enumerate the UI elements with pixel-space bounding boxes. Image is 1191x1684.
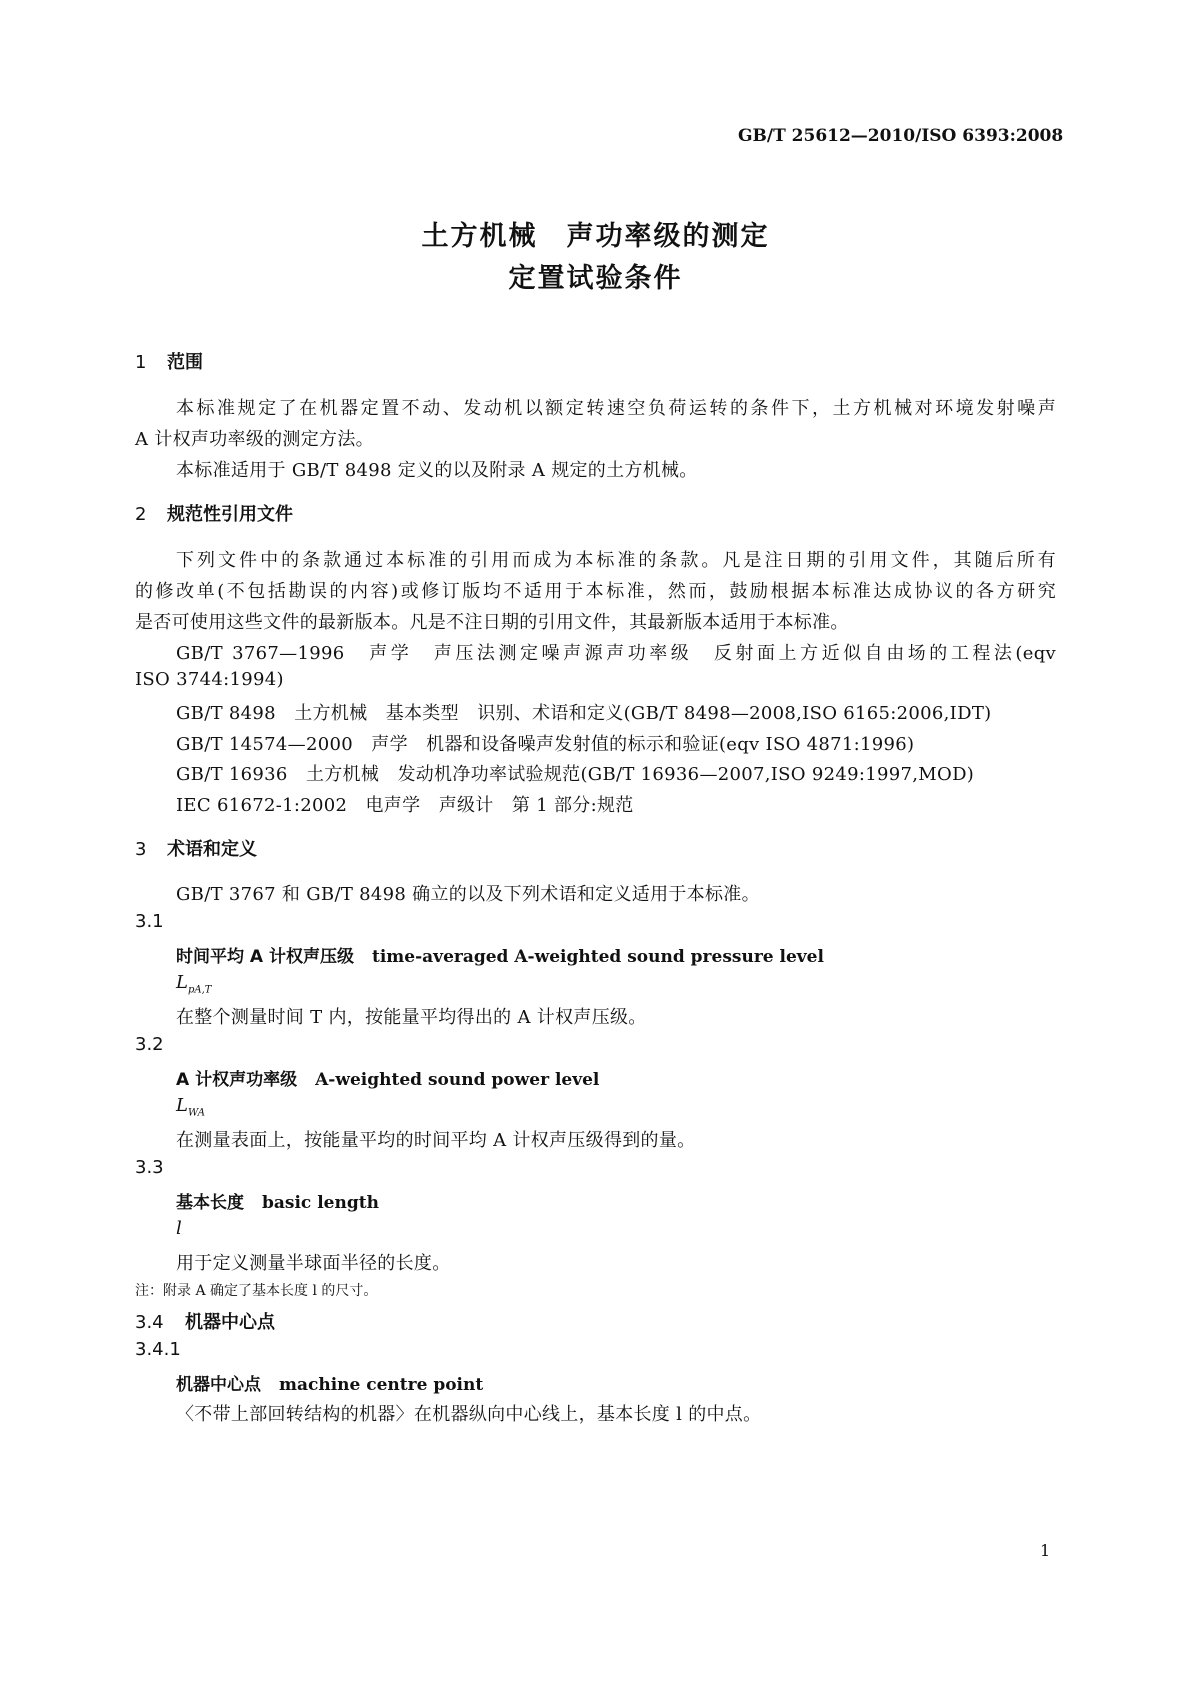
section-2-paragraph-line-1: 下列文件中的条款通过本标准的引用而成为本标准的条款。凡是注日期的引用文件，其随后所有 xyxy=(176,550,1056,571)
term-english: basic length xyxy=(262,1193,379,1213)
term-3-4-1 xyxy=(176,1370,483,1395)
clause-3-2-number: 3.2 xyxy=(135,1034,164,1055)
section-number: 3 xyxy=(135,839,147,860)
term-3-1 xyxy=(176,942,824,967)
section-2-paragraph-line-3: 是否可使用这些文件的最新版本。凡是不注日期的引用文件，其最新版本适用于本标准。 xyxy=(135,612,849,633)
term-chinese: 时间平均 A 计权声压级 xyxy=(176,947,354,967)
reference-gbt14574: GB/T 14574—2000 声学 机器和设备噪声发射值的标示和验证(eqv ISO 4871:1996) xyxy=(176,734,915,755)
term-chinese: 基本长度 xyxy=(176,1193,244,1213)
term-chinese: 机器中心点 xyxy=(176,1375,261,1395)
section-title: 范围 xyxy=(167,352,203,373)
term-chinese: A 计权声功率级 xyxy=(176,1070,298,1090)
section-3-heading xyxy=(135,835,257,861)
section-1-paragraph-2: 本标准适用于 GB/T 8498 定义的以及附录 A 规定的土方机械。 xyxy=(176,460,698,481)
section-3-intro: GB/T 3767 和 GB/T 8498 确立的以及下列术语和定义适用于本标准。 xyxy=(176,884,760,905)
clause-title: 机器中心点 xyxy=(185,1312,275,1333)
clause-3-3-number: 3.3 xyxy=(135,1157,164,1178)
section-title: 规范性引用文件 xyxy=(167,504,293,525)
symbol-subscript: WA xyxy=(187,1107,205,1119)
section-1-paragraph-1-line-1: 本标准规定了在机器定置不动、发动机以额定转速空负荷运转的条件下，土方机械对环境发射噪声 xyxy=(176,398,1056,419)
section-2-heading xyxy=(135,500,293,526)
term-3-3 xyxy=(176,1188,379,1213)
page-number: 1 xyxy=(1040,1541,1051,1560)
section-2-paragraph-line-2: 的修改单(不包括勘误的内容)或修订版均不适用于本标准，然而，鼓励根据本标准达成协议的各方研究 xyxy=(135,581,1056,602)
symbol-subscript: pA,T xyxy=(187,984,212,996)
document-title-line2: 定置试验条件 xyxy=(508,263,683,294)
section-title: 术语和定义 xyxy=(167,839,257,860)
note-3-3: 注：附录 A 确定了基本长度 l 的尺寸。 xyxy=(135,1283,378,1299)
reference-gbt8498: GB/T 8498 土方机械 基本类型 识别、术语和定义(GB/T 8498—2008,ISO 6165:2006,IDT) xyxy=(176,703,992,724)
definition-3-1: 在整个测量时间 T 内，按能量平均得出的 A 计权声压级。 xyxy=(176,1007,647,1028)
definition-3-4-1: 〈不带上部回转结构的机器〉在机器纵向中心线上，基本长度 l 的中点。 xyxy=(176,1404,762,1425)
clause-number: 3.4 xyxy=(135,1312,164,1333)
term-english: A-weighted sound power level xyxy=(315,1070,600,1090)
clause-3-4-1-number: 3.4.1 xyxy=(135,1339,181,1360)
symbol-3-3: l xyxy=(176,1218,182,1239)
section-number: 2 xyxy=(135,504,147,525)
definition-3-3: 用于定义测量半球面半径的长度。 xyxy=(176,1253,451,1274)
reference-gbt3767-line-1: GB/T 3767—1996 声学 声压法测定噪声源声功率级 反射面上方近似自由场的工程法(eqv xyxy=(176,643,1056,664)
symbol-main: L xyxy=(176,972,188,993)
term-3-2 xyxy=(176,1065,599,1090)
definition-3-2: 在测量表面上，按能量平均的时间平均 A 计权声压级得到的量。 xyxy=(176,1130,696,1151)
document-title-line1: 土方机械 声功率级的测定 xyxy=(421,221,770,252)
clause-3-4-heading xyxy=(135,1308,275,1334)
term-english: machine centre point xyxy=(279,1375,484,1395)
symbol-3-2 xyxy=(176,1095,205,1119)
section-1-paragraph-1-line-2: A 计权声功率级的测定方法。 xyxy=(135,429,374,450)
section-1-heading xyxy=(135,348,203,374)
reference-iec61672: IEC 61672-1:2002 电声学 声级计 第 1 部分:规范 xyxy=(176,795,634,816)
section-number: 1 xyxy=(135,352,147,373)
clause-3-1-number: 3.1 xyxy=(135,911,164,932)
standard-number-header: GB/T 25612—2010/ISO 6393:2008 xyxy=(738,126,1064,146)
term-english: time-averaged A-weighted sound pressure level xyxy=(372,947,824,967)
symbol-3-1 xyxy=(176,972,211,996)
reference-gbt16936: GB/T 16936 土方机械 发动机净功率试验规范(GB/T 16936—2007,ISO 9249:1997,MOD) xyxy=(176,764,975,785)
symbol-main: L xyxy=(176,1095,188,1116)
reference-gbt3767-line-2: ISO 3744:1994) xyxy=(135,669,284,690)
